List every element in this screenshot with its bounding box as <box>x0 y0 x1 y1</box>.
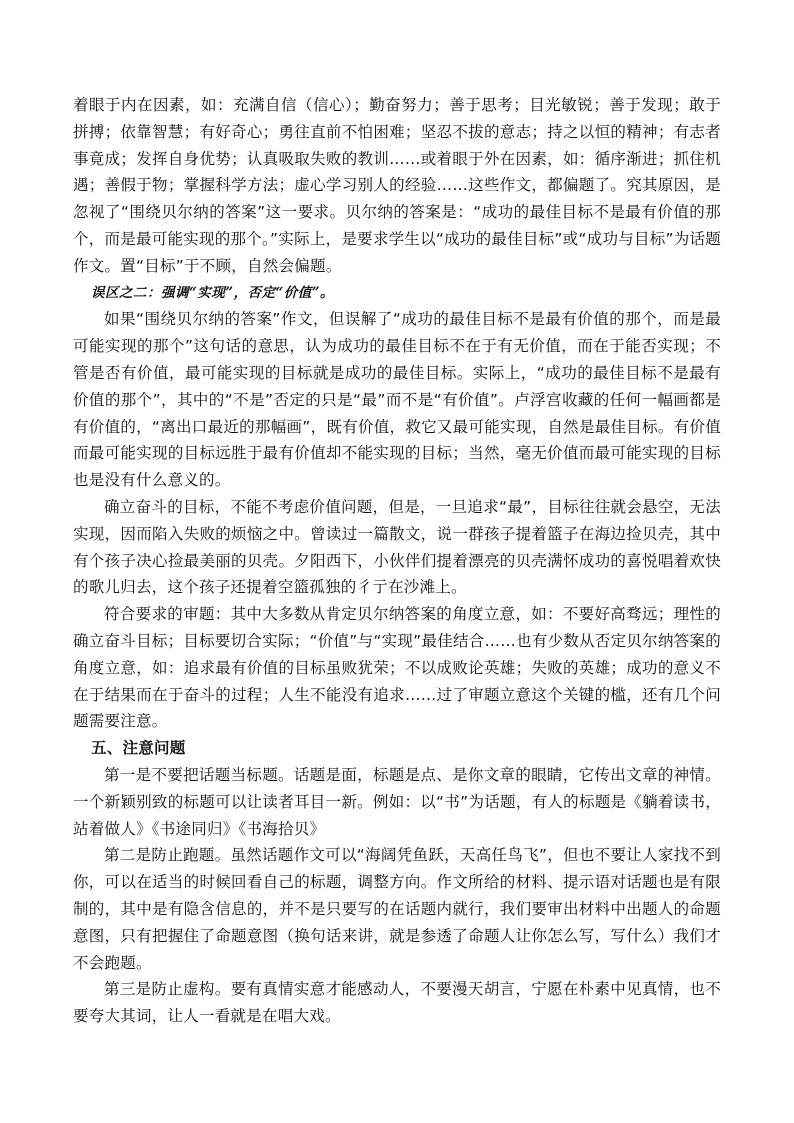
document-page <box>73 92 721 1030</box>
body-paragraph: 第二是防止跑题。虽然话题作文可以“海阔凭鱼跃，天高任鸟飞”，但也不要让人家找不到你，可以在适当的时候回看自己的标题，调整方向。作文所给的材料、提示语对话题也是有限制的，其中是有隐含信息的，并不是只要写的在话题内就行，我们要审出材料中出题人的命题意图，只有把握住了命题意图（换句话来讲，就是参透了命题人让你怎么写，写什么）我们才不会跑题。 <box>73 846 721 972</box>
misconception-note: 误区之二：强调“实现”，否定“价值”。 <box>91 284 335 301</box>
body-paragraph: 第一是不要把话题当标题。话题是面，标题是点、是你文章的眼睛，它传出文章的神情。一个新颖别致的标题可以让读者耳目一新。例如：以“书”为话题，有人的标题是《躺着读书，站着做人》《书途同归》《书海拾贝》 <box>73 765 721 838</box>
body-paragraph: 确立奋斗的目标，不能不考虑价值问题，但是，一旦追求“最”，目标往往就会悬空，无法实现，因而陷入失败的烦恼之中。曾读过一篇散文，说一群孩子提着篮子在海边捡贝壳，其中有个孩子决心捡最美丽的贝壳。夕阳西下，小伙伴们提着漂亮的贝壳满怀成功的喜悦唱着欢快的歌儿归去，这个孩子还提着空篮孤独的彳亍在沙滩上。 <box>73 497 721 597</box>
body-paragraph: 符合要求的审题：其中大多数从肯定贝尔纳答案的角度立意，如：不要好高骛远；理性的确立奋斗目标；目标要切合实际；“价值”与“实现”最佳结合……也有少数从否定贝尔纳答案的角度立意，如：追求最有价值的目标虽败犹荣；不以成败论英雄；失败的英雄；成功的意义不在于结果而在于奋斗的过程；人生不能没有追求……过了审题立意这个关键的槛，还有几个问题需要注意。 <box>73 605 721 731</box>
section-heading: 五、注意问题 <box>91 739 186 758</box>
body-paragraph: 第三是防止虚构。要有真情实意才能感动人，不要漫天胡言，宁愿在朴素中见真情，也不要夸大其词，让人一看就是在唱大戏。 <box>73 980 721 1026</box>
paragraph-continuation: 着眼于内在因素，如：充满自信（信心）；勤奋努力；善于思考；目光敏锐；善于发现；敢于拼搏；依靠智慧；有好奇心；勇往直前不怕困难；坚忍不拔的意志；持之以恒的精神；有志者事竟成；发挥自身优势；认真吸取失败的教训……或着眼于外在因素，如：循序渐进；抓住机遇；善假于物；掌握科学方法；虚心学习别人的经验……这些作文，都偏题了。究其原因，是忽视了“围绕贝尔纳的答案”这一要求。贝尔纳的答案是：“成功的最佳目标不是最有价值的那个，而是最可能实现的那个。”实际上，是要求学生以“成功的最佳目标”或“成功与目标”为话题作文。置“目标”于不顾，自然会偏题。 <box>73 96 721 275</box>
body-paragraph: 如果“围绕贝尔纳的答案”作文，但误解了“成功的最佳目标不是最有价值的那个，而是最可能实现的那个”这句话的意思，认为成功的最佳目标不在于有无价值，而在于能否实现；不管是否有价值，最可能实现的目标就是成功的最佳目标。实际上，“成功的最佳目标不是最有价值的那个”，其中的“不是”否定的只是“最”而不是“有价值”。卢浮宫收藏的任何一幅画都是有价值的，“离出口最近的那幅画”，既有价值，救它又最可能实现，自然是最佳目标。有价值而最可能实现的目标远胜于最有价值却不能实现的目标；当然，毫无价值而最可能实现的目标也是没有什么意义的。 <box>73 310 721 490</box>
